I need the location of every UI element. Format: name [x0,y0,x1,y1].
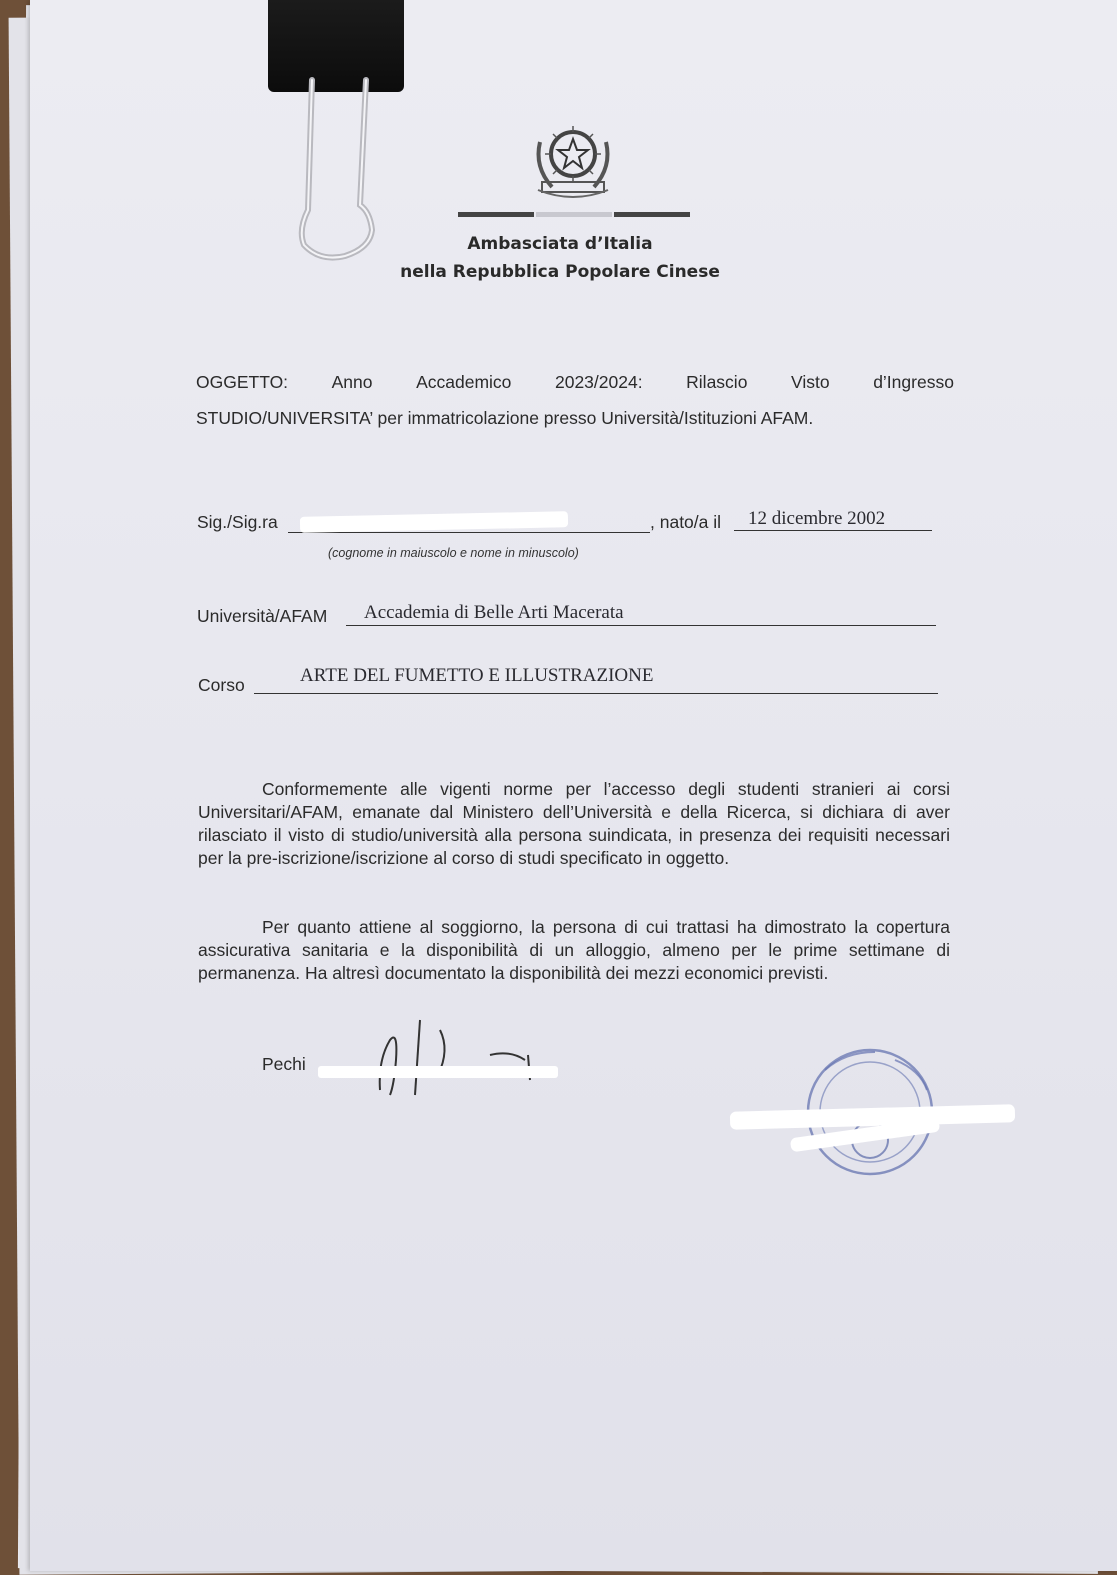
course-underline [254,693,938,694]
subject-word: Anno [331,372,373,392]
university-label: Università/AFAM [197,606,328,626]
birth-date-underline [734,530,932,531]
header-rule-right [614,212,690,217]
birth-date-value: 12 dicembre 2002 [748,508,886,529]
date-redaction [318,1066,558,1078]
subject-word: Rilascio [686,372,748,392]
subject-word: d’Ingresso [873,372,954,392]
name-label: Sig./Sig.ra [197,512,278,532]
embassy-name-line2: nella Repubblica Popolare Cinese [400,262,720,282]
subject-word: 2023/2024: [554,372,643,392]
subject-word: Visto [791,372,830,392]
course-value: ARTE DEL FUMETTO E ILLUSTRAZIONE [300,665,654,686]
handwritten-date-scribble-icon [360,1000,560,1100]
subject-word: OGGETTO: [196,372,289,392]
place-fragment: Pechi [262,1054,306,1074]
body-paragraph-2: Per quanto attiene al soggiorno, la persona di cui trattasi ha dimostrato la copertura assicurativa sanitaria e la disponibilità di un alloggio, almeno per le prime settimane di permanenza. Ha altresì documentato la disponibilità dei mezzi economici previsti. [198,917,950,983]
name-format-hint: (cognome in maiuscolo e nome in minuscolo) [328,546,579,560]
header-rule-middle [536,212,612,217]
name-underline [288,532,650,533]
born-label: , nato/a il [650,512,722,532]
subject-word: Accademico [416,372,512,392]
embassy-name-line1: Ambasciata d’Italia [467,234,653,254]
subject-line2: STUDIO/UNIVERSITA’ per immatricolazione presso Università/Istituzioni AFAM. [196,408,814,428]
subject-line1 [196,372,954,393]
italian-republic-emblem-icon [528,112,618,207]
body-paragraph-1: Conformemente alle vigenti norme per l’accesso degli studenti stranieri ai corsi Universitari/AFAM, emanate dal Ministero dell’Università e della Ricerca, si dichiara di aver rilasciato il visto di studio/università alla persona suindicata, in presenza dei requisiti necessari per la pre-iscrizione/iscrizione al corso di studi specificato in oggetto. [198,779,950,868]
university-underline [346,625,936,626]
university-value: Accademia di Belle Arti Macerata [364,602,624,623]
course-label: Corso [198,675,245,695]
header-rule-left [458,212,534,217]
